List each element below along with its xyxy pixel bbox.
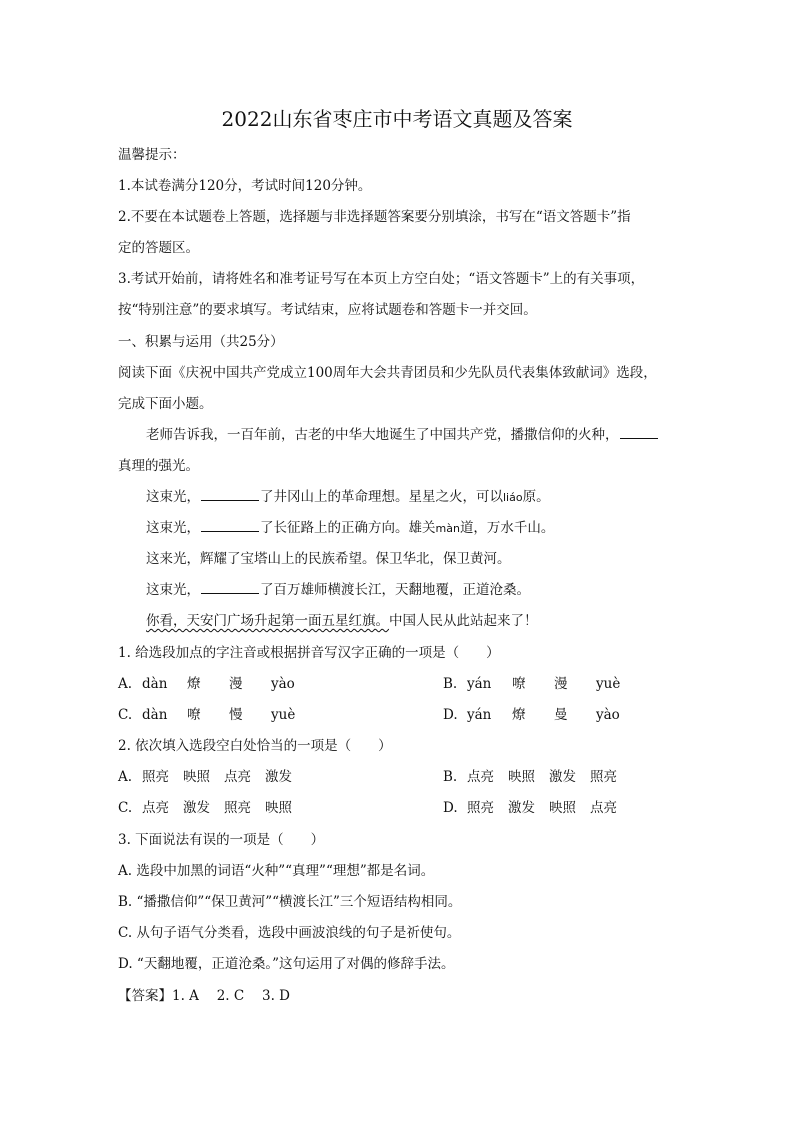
fill-blank: [201, 519, 259, 532]
reading-intro-line-1: 阅读下面《庆祝中国共产党成立100周年大会共青团员和少先队员代表集体致献词》选段，: [118, 365, 657, 381]
question-3-option-b: B. “播撒信仰”“保卫黄河”“横渡长江”三个短语结构相同。: [118, 894, 462, 910]
wavy-underlined-sentence: 你看，天安门广场升起第一面五星红旗。: [146, 613, 389, 629]
document-title: 2022山东省枣庄市中考语文真题及答案: [221, 107, 573, 131]
passage-line-2: 真理的强光。: [118, 458, 199, 474]
question-1-option-d: D. yán 燎 曼 yào: [443, 707, 620, 723]
passage-text: 了百万雄师横渡长江，天翻地覆，正道沧桑。: [260, 582, 530, 598]
passage-line-4: [146, 519, 554, 538]
passage-text: 了长征路上的正确方向。雄关: [260, 520, 436, 536]
section-heading: 一、积累与运用（共25分）: [118, 334, 284, 350]
question-1-option-a: A. dàn 燎 漫 yào: [118, 676, 295, 692]
tip-3-line-2: 按“特别注意”的要求填写。考试结束，应将试题卷和答题卡一并交回。: [118, 302, 537, 318]
fill-blank: [201, 488, 259, 501]
question-1-option-b: B. yán 嘹 漫 yuè: [443, 676, 621, 692]
tip-3-line-1: 3.考试开始前，请将姓名和准考证号写在本页上方空白处；“语文答题卡”上的有关事项，: [118, 271, 645, 287]
question-2-option-a: A. 照亮 映照 点亮 激发: [118, 769, 292, 785]
question-1-stem: 1. 给选段加点的字注音或根据拼音写汉字正确的一项是（ ）: [118, 645, 500, 661]
fill-blank: [201, 581, 259, 594]
answer-key: 【答案】1. A 2. C 3. D: [118, 988, 290, 1004]
passage-text: 了井冈山上的革命理想。星星之火，可以: [260, 489, 503, 505]
passage-text: 道，万水千山。: [459, 520, 555, 536]
question-2-option-d: D. 照亮 激发 映照 点亮: [443, 800, 617, 816]
passage-line-6: [146, 581, 530, 599]
pinyin-hint: liáo: [503, 491, 523, 504]
passage-line-7: [146, 612, 538, 630]
question-1-option-c: C. dàn 嘹 慢 yuè: [118, 707, 296, 723]
passage-line-5: 这来光，辉耀了宝塔山上的民族希望。保卫华北，保卫黄河。: [146, 551, 511, 567]
passage-text: 这束光，: [146, 489, 200, 505]
passage-text: 这束光，: [146, 582, 200, 598]
question-3-option-a: A. 选段中加黑的词语“火种”“真理”“理想”都是名词。: [118, 863, 435, 879]
passage-line-3: [146, 488, 550, 507]
question-2-option-b: B. 点亮 映照 激发 照亮: [443, 769, 617, 785]
tip-2-line-1: 2.不要在本试题卷上答题，选择题与非选择题答案要分别填涂，书写在“语文答题卡”指: [118, 209, 631, 225]
question-3-stem: 3. 下面说法有误的一项是（ ）: [118, 832, 325, 848]
reading-intro-line-2: 完成下面小题。: [118, 396, 213, 412]
question-2-option-c: C. 点亮 激发 照亮 映照: [118, 800, 292, 816]
passage-text: 这束光，: [146, 520, 200, 536]
tips-heading: 温馨提示：: [118, 147, 186, 163]
tip-2-line-2: 定的答题区。: [118, 240, 199, 256]
passage-line-1: [146, 426, 659, 444]
fill-blank: [620, 426, 658, 439]
passage-text: 中国人民从此站起来了！: [389, 613, 538, 629]
pinyin-hint: màn: [435, 522, 460, 535]
question-3-option-d: D. “天翻地覆，正道沧桑。”这句运用了对偶的修辞手法。: [118, 956, 455, 972]
question-3-option-c: C. 从句子语气分类看，选段中画波浪线的句子是祈使句。: [118, 925, 461, 941]
tip-1: 1.本试卷满分120分，考试时间120分钟。: [118, 178, 372, 194]
passage-text: 老师告诉我，一百年前，古老的中华大地诞生了中国共产党，播撒信仰的火种，: [146, 427, 619, 443]
passage-text: 原。: [522, 489, 550, 505]
question-2-stem: 2. 依次填入选段空白处恰当的一项是（ ）: [118, 738, 392, 754]
